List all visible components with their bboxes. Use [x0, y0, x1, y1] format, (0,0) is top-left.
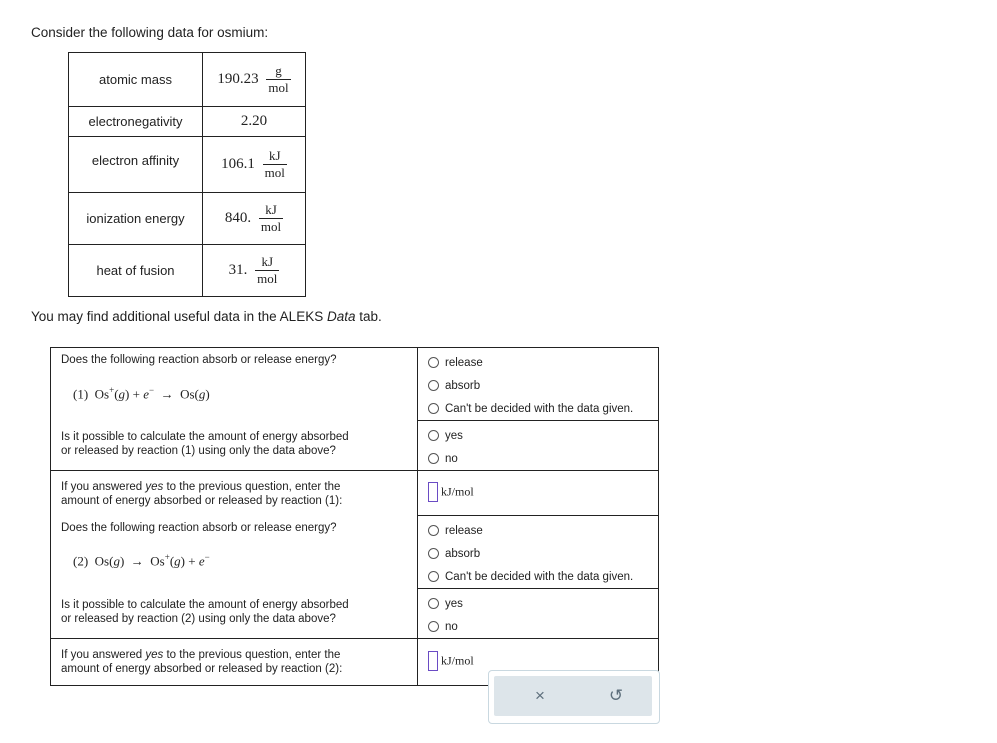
question-5: Is it possible to calculate the amount of energy absorbed or released by reaction (2) using only the data above?	[51, 589, 418, 639]
radio-button[interactable]	[428, 403, 439, 414]
unit-fraction: $\frac{kJ}{\text{mol}}$	[257, 254, 278, 286]
question-4-options	[418, 516, 659, 589]
property-label: electronegativity	[69, 107, 203, 137]
radio-button[interactable]	[428, 621, 439, 632]
question-6: If you answered yes to the previous question, enter the amount of energy absorbed or released by reaction (2):	[51, 639, 418, 686]
intro-text: Consider the following data for osmium:	[31, 25, 269, 40]
option-absorb[interactable]: absorb	[428, 542, 648, 565]
property-value: 106.1 $\frac{kJ}{\text{mol}}$	[203, 137, 306, 193]
option-no[interactable]: no	[428, 447, 648, 470]
energy-input-1[interactable]	[428, 482, 438, 502]
clear-button[interactable]: ×	[535, 686, 545, 705]
question-4: Does the following reaction absorb or release energy? (2) Os(g) → Os+(g) + e−	[51, 516, 418, 589]
option-absorb[interactable]: absorb	[428, 374, 648, 397]
property-label: ionization energy	[69, 193, 203, 245]
property-value: 31. $\frac{kJ}{\text{mol}}$	[203, 245, 306, 297]
question-3-answer: kJ/mol	[418, 471, 659, 516]
radio-button[interactable]	[428, 357, 439, 368]
radio-button[interactable]	[428, 430, 439, 441]
osmium-data-table	[68, 52, 306, 297]
answer-toolbar	[488, 670, 660, 724]
question-6-answer: kJ/mol	[418, 639, 659, 686]
question-1: Does the following reaction absorb or release energy? (1) Os+(g) + e− → Os(g)	[51, 348, 418, 421]
property-value: 840. $\frac{kJ}{\text{mol}}$	[203, 193, 306, 245]
radio-button[interactable]	[428, 548, 439, 559]
reset-icon[interactable]: ↺	[608, 686, 624, 705]
radio-button[interactable]	[428, 453, 439, 464]
unit-fraction: $\frac{kJ}{\text{mol}}$	[260, 202, 282, 234]
energy-input-2[interactable]	[428, 651, 438, 671]
question-5-options	[418, 589, 659, 639]
question-table	[50, 347, 659, 686]
option-yes[interactable]: yes	[428, 592, 648, 615]
reaction-1: (1) Os+(g) + e− → Os(g)	[73, 385, 210, 402]
radio-button[interactable]	[428, 525, 439, 536]
radio-button[interactable]	[428, 380, 439, 391]
radio-button[interactable]	[428, 571, 439, 582]
property-value: 190.23 $\frac{g}{\text{mol}}$	[203, 53, 306, 107]
radio-button[interactable]	[428, 598, 439, 609]
property-label: electron affinity	[69, 137, 203, 193]
question-2-options	[418, 421, 659, 471]
property-label: atomic mass	[69, 53, 203, 107]
unit-fraction: $\frac{g}{\text{mol}}$	[268, 63, 289, 95]
option-cant-decide[interactable]: Can't be decided with the data given.	[428, 565, 648, 588]
option-release[interactable]: release	[428, 519, 648, 542]
unit-fraction: $\frac{kJ}{\text{mol}}$	[264, 148, 285, 180]
option-yes[interactable]: yes	[428, 424, 648, 447]
reaction-2: (2) Os(g) → Os+(g) + e−	[73, 551, 210, 568]
question-2: Is it possible to calculate the amount of energy absorbed or released by reaction (1) using only the data above?	[51, 421, 418, 471]
aleks-data-note: You may find additional useful data in the ALEKS Data tab.	[31, 309, 382, 324]
question-1-options	[418, 348, 659, 421]
property-label: heat of fusion	[69, 245, 203, 297]
option-cant-decide[interactable]: Can't be decided with the data given.	[428, 397, 648, 420]
property-value: 2.20	[203, 107, 306, 137]
question-3: If you answered yes to the previous question, enter the amount of energy absorbed or released by reaction (1):	[51, 471, 418, 516]
option-no[interactable]: no	[428, 615, 648, 638]
option-release[interactable]: release	[428, 351, 648, 374]
